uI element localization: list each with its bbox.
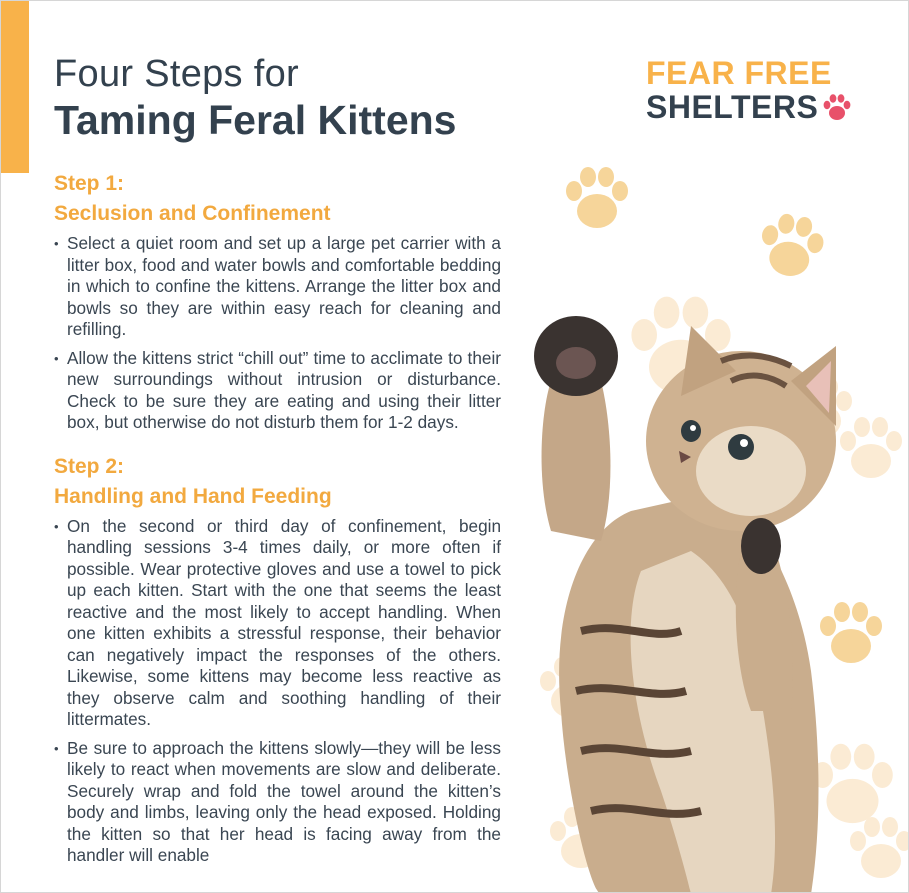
step-1-number: Step 1: — [54, 172, 125, 195]
accent-bar — [1, 1, 29, 173]
title-line-1: Four Steps for — [54, 53, 299, 95]
paw-print-icon — [840, 417, 902, 478]
logo-line-2: SHELTERS — [646, 89, 819, 125]
fear-free-shelters-logo — [646, 56, 866, 131]
list-item: • Allow the kittens strict “chill out” time to acclimate to their new surroundings without intrusion or disturbance. Check to be sure they are eating and using their litter box, but otherwise do not disturb them for 1-2 days. — [54, 348, 501, 434]
kitten-image — [521, 151, 909, 893]
page-title — [54, 51, 524, 143]
step-1-list — [54, 233, 501, 434]
paw-print-icon — [820, 602, 882, 663]
step-2-section — [54, 452, 501, 867]
paw-print-icon — [756, 210, 828, 281]
list-item: • Be sure to approach the kittens slowly—they will be less likely to react when movements are slow and deliberate. Securely wrap and fold the towel around the kitten’s body and limbs, leaving only the head exposed. Holding the kitten so that her head is facing away from the handler will enable — [54, 738, 501, 867]
paw-icon — [821, 92, 853, 122]
logo-line-1: FEAR FREE — [646, 55, 832, 91]
paw-print-icon — [850, 817, 909, 878]
list-item: • On the second or third day of confinement, begin handling sessions 3-4 times daily, or more often if possible. Wear protective gloves and use a towel to pick up each kitten. Start with the one that seems the least reactive and the most likely to accept handling. When one kitten exhibits a stressful response, their behavior can negatively impact the responses of the others. Likewise, some kittens may become less reactive as they observe calm and soothing handling of their littermates. — [54, 516, 501, 731]
step-2-title: Handling and Hand Feeding — [54, 484, 332, 508]
step-1-title: Seclusion and Confinement — [54, 202, 331, 225]
paw-print-icon — [812, 744, 893, 823]
step-2-number: Step 2: — [54, 454, 125, 478]
title-line-2: Taming Feral Kittens — [54, 97, 457, 143]
paw-print-icon — [566, 167, 628, 228]
kitten-illustration — [521, 151, 909, 893]
step-1-section — [54, 169, 501, 434]
list-item: • Select a quiet room and set up a large pet carrier with a litter box, food and water bowls and comfortable bedding in which to confine the kittens. Arrange the litter box and bowls so they are within easy reach for cleaning and refilling. — [54, 233, 501, 341]
step-2-list — [54, 516, 501, 867]
main-content — [54, 169, 501, 874]
